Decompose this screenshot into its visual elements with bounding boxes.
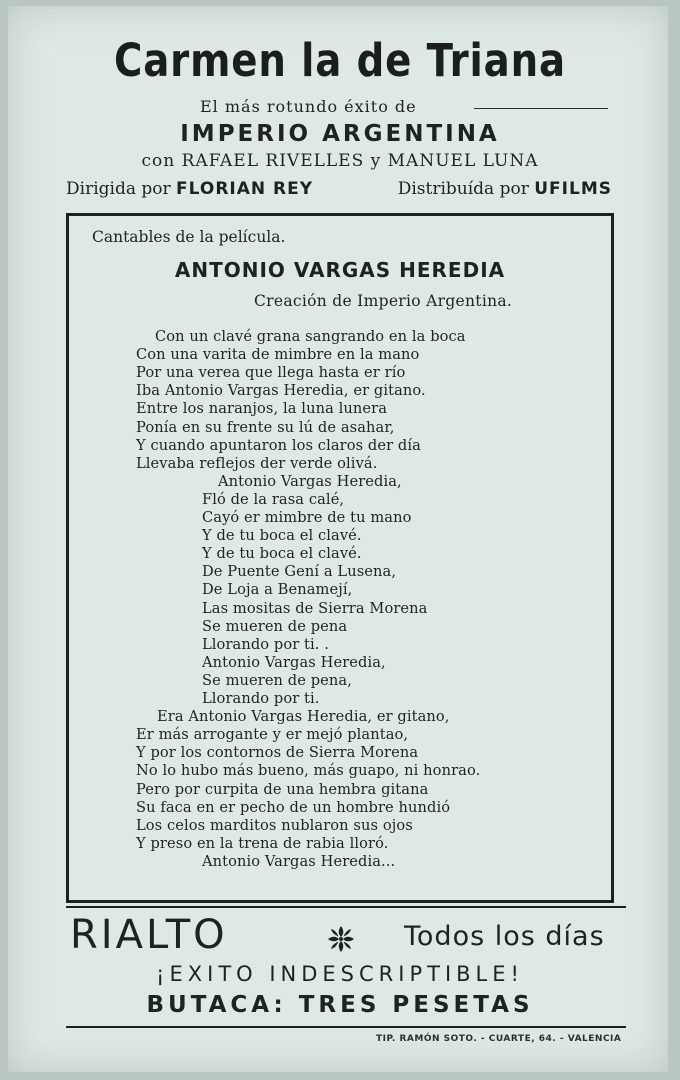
lyric-line: Antonio Vargas Heredia,	[202, 653, 386, 671]
distributed-prefix: Distribuída por	[397, 179, 529, 199]
lyric-line: Se mueren de pena	[202, 617, 348, 635]
song-title: ANTONIO VARGAS HEREDIA	[174, 258, 506, 282]
star-name: IMPERIO ARGENTINA	[180, 121, 500, 147]
schedule-text: Todos los días	[404, 921, 605, 952]
lyric-line: Llorando por ti. .	[202, 635, 329, 653]
ticket-price: BUTACA: TRES PESETAS	[146, 992, 534, 1018]
lyric-line: Y cuando apuntaron los claros der día	[136, 436, 421, 454]
lyric-line: No lo hubo más bueno, más guapo, ni honrao.	[136, 762, 481, 780]
director-name: FLORIAN REY	[176, 179, 314, 199]
lyric-line: Entre los naranjos, la luna lunera	[136, 400, 387, 418]
lyric-line: Ponía en su frente su lú de asahar,	[136, 418, 395, 436]
song-creation-credit: Creación de Imperio Argentina.	[254, 292, 513, 310]
lyric-line: Y de tu boca el clavé.	[202, 545, 362, 563]
lyric-line: Los celos marditos nublaron sus ojos	[136, 816, 413, 834]
lyric-line: Pero por curpita de una hembra gitana	[136, 780, 429, 798]
lyric-line: Cayó er mimbre de tu mano	[202, 509, 412, 526]
lyric-line: De Loja a Benamejí,	[202, 581, 353, 599]
directed-prefix: Dirigida por	[66, 179, 171, 199]
film-title: Carmen la de Triana	[113, 34, 567, 87]
lyric-line: Las mositas de Sierra Morena	[202, 599, 428, 617]
lyric-line: Fló de la rasa calé,	[202, 490, 345, 508]
printer-imprint: TIP. RAMÓN SOTO. - CUARTE, 64. - VALENCIA	[376, 1034, 622, 1044]
lyric-line: Y por los contornos de Sierra Morena	[136, 744, 419, 762]
songs-intro: Cantables de la película.	[92, 228, 286, 246]
lyric-line: Por una verea que llega hasta er río	[136, 364, 406, 382]
footer-bottom-rule	[66, 1026, 626, 1028]
lyric-line: Con un clavé grana sangrando en la boca	[155, 328, 466, 345]
theater-name: RIALTO	[70, 912, 228, 958]
lyric-line: Y preso en la trena de rabia lloró.	[136, 834, 389, 852]
lyric-line: Llorando por ti.	[202, 690, 320, 707]
lyric-line: Su faca en er pecho de un hombre hundió	[136, 798, 451, 816]
lyric-line: Con una varita de mimbre en la mano	[136, 346, 420, 364]
credits-line	[66, 179, 612, 199]
lyric-line: Se mueren de pena,	[202, 671, 352, 689]
distribution-credit	[398, 179, 612, 199]
lyric-line: Antonio Vargas Heredia,	[218, 472, 402, 490]
lyric-line: Y de tu boca el clavé.	[202, 527, 362, 545]
lyric-line: Iba Antonio Vargas Heredia, er gitano.	[136, 382, 426, 400]
subtitle: El más rotundo éxito de	[200, 97, 417, 116]
ornament-flower-icon	[326, 924, 356, 954]
distributor-name: UFILMS	[534, 179, 612, 199]
footer-top-rule	[66, 906, 626, 908]
lyric-line: Er más arrogante y er mejó plantao,	[136, 726, 409, 744]
lyric-line: Antonio Vargas Heredia...	[202, 852, 396, 870]
costars: con RAFAEL RIVELLES y MANUEL LUNA	[141, 151, 539, 171]
subtitle-rule	[474, 108, 608, 109]
lyric-line: De Puente Gení a Lusena,	[202, 563, 397, 581]
lyric-line: Era Antonio Vargas Heredia, er gitano,	[157, 708, 450, 726]
lyric-line: Llevaba reflejos der verde olivá.	[136, 454, 378, 472]
tagline: ¡EXITO INDESCRIPTIBLE!	[156, 962, 524, 986]
